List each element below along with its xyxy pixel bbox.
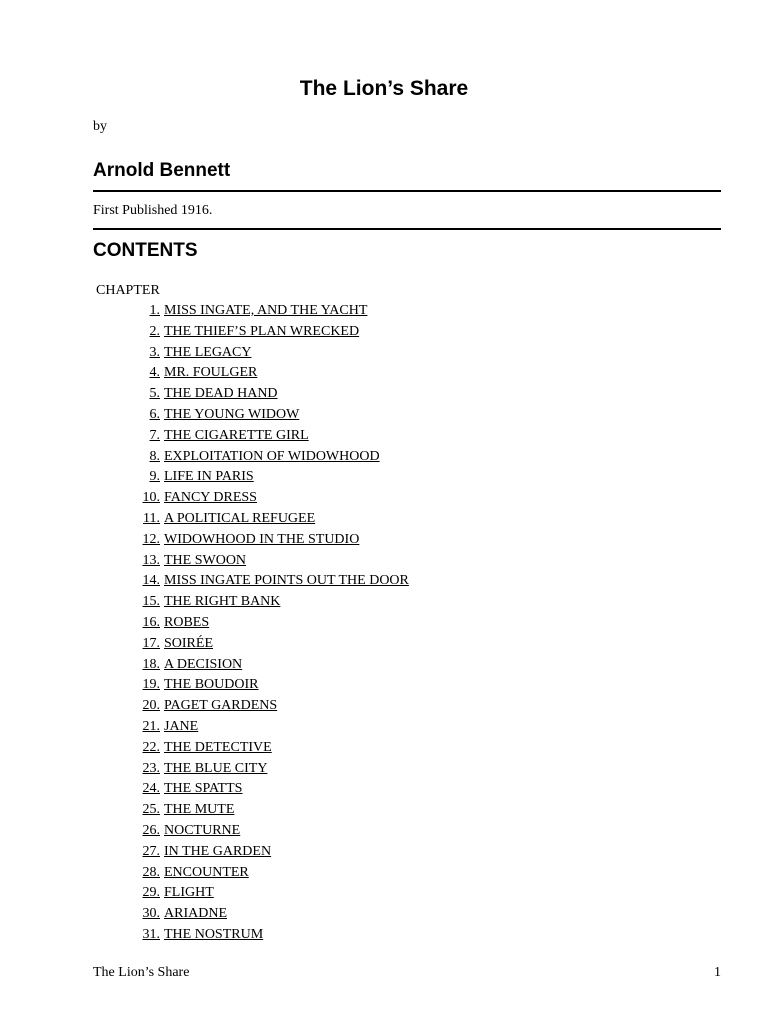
toc-chapter-title-link[interactable]: MR. FOULGER: [164, 365, 258, 381]
toc-chapter-number-link[interactable]: 24.: [142, 781, 160, 797]
toc-chapter-number-link[interactable]: 31.: [142, 926, 160, 942]
toc-entry: [96, 696, 409, 717]
toc-entry: [96, 675, 409, 696]
toc-entry: [96, 488, 409, 509]
toc-chapter-number-link[interactable]: 19.: [142, 677, 160, 693]
footer-running-title: The Lion’s Share: [93, 965, 190, 980]
toc-chapter-number-link[interactable]: 27.: [142, 843, 160, 859]
toc-chapter-title-link[interactable]: FLIGHT: [164, 885, 214, 901]
toc-chapter-number-link[interactable]: 16.: [142, 614, 160, 630]
document-title: The Lion’s Share: [299, 77, 469, 100]
toc-entry: [96, 759, 409, 780]
toc-chapter-number-link[interactable]: 28.: [142, 864, 160, 880]
toc-chapter-number-link[interactable]: 10.: [142, 490, 160, 506]
toc-chapter-title-link[interactable]: ENCOUNTER: [164, 864, 249, 880]
toc-chapter-title-link[interactable]: THE BLUE CITY: [164, 760, 268, 776]
toc-entry: [96, 530, 409, 551]
toc-entry: [96, 779, 409, 800]
toc-chapter-title-link[interactable]: JANE: [164, 718, 199, 734]
toc-entry: [96, 800, 409, 821]
toc-chapter-number-link[interactable]: 4.: [149, 365, 160, 381]
toc-entry: [96, 655, 409, 676]
toc-entry: [96, 551, 409, 572]
toc-entry: [96, 904, 409, 925]
toc-chapter-number-link[interactable]: 6.: [149, 406, 160, 422]
toc-chapter-title-link[interactable]: ARIADNE: [164, 906, 227, 922]
toc-chapter-number-link[interactable]: 22.: [142, 739, 160, 755]
toc-chapter-title-link[interactable]: THE DETECTIVE: [164, 739, 272, 755]
toc-chapter-title-link[interactable]: THE CIGARETTE GIRL: [164, 427, 309, 443]
toc-chapter-number-link[interactable]: 18.: [142, 656, 160, 672]
toc-chapter-title-link[interactable]: ROBES: [164, 614, 210, 630]
toc-entry: [96, 863, 409, 884]
toc-chapter-title-link[interactable]: EXPLOITATION OF WIDOWHOOD: [164, 448, 380, 464]
toc-chapter-title-link[interactable]: THE MUTE: [164, 802, 235, 818]
toc-chapter-title-link[interactable]: NOCTURNE: [164, 822, 241, 838]
toc-chapter-number-link[interactable]: 13.: [142, 552, 160, 568]
toc-chapter-number-link[interactable]: 8.: [149, 448, 160, 464]
toc-chapter-title-link[interactable]: FANCY DRESS: [164, 490, 257, 506]
toc-chapter-number-link[interactable]: 9.: [149, 469, 160, 485]
toc-entry: [96, 426, 409, 447]
toc-entry: [96, 571, 409, 592]
toc-chapter-title-link[interactable]: THE LEGACY: [164, 344, 252, 360]
toc-chapter-title-link[interactable]: THE DEAD HAND: [164, 386, 278, 402]
toc-chapter-title-link[interactable]: A DECISION: [164, 656, 243, 672]
toc-entry: [96, 384, 409, 405]
author-name: Arnold Bennett: [93, 160, 231, 181]
toc-chapter-number-link[interactable]: 29.: [142, 885, 160, 901]
toc-entry: [96, 738, 409, 759]
toc-chapter-title-link[interactable]: IN THE GARDEN: [164, 843, 272, 859]
toc-entry: [96, 634, 409, 655]
chapter-column-label: CHAPTER: [96, 283, 160, 298]
toc-entry: [96, 592, 409, 613]
toc-chapter-number-link[interactable]: 12.: [142, 531, 160, 547]
toc-entry: [96, 842, 409, 863]
toc-chapter-number-link[interactable]: 26.: [142, 822, 160, 838]
toc-chapter-number-link[interactable]: 2.: [149, 323, 160, 339]
toc-entry: [96, 883, 409, 904]
toc-entry: [96, 343, 409, 364]
toc-chapter-number-link[interactable]: 5.: [149, 386, 160, 402]
divider-top: [93, 190, 721, 192]
toc-chapter-title-link[interactable]: LIFE IN PARIS: [164, 469, 254, 485]
toc-chapter-title-link[interactable]: THE YOUNG WIDOW: [164, 406, 300, 422]
table-of-contents: [96, 301, 409, 946]
toc-entry: [96, 925, 409, 946]
toc-chapter-number-link[interactable]: 15.: [142, 594, 160, 610]
toc-chapter-title-link[interactable]: PAGET GARDENS: [164, 698, 278, 714]
toc-entry: [96, 322, 409, 343]
toc-chapter-title-link[interactable]: THE SPATTS: [164, 781, 243, 797]
toc-chapter-number-link[interactable]: 1.: [149, 303, 160, 318]
toc-entry: [96, 467, 409, 488]
toc-entry: [96, 405, 409, 426]
toc-chapter-title-link[interactable]: MISS INGATE, AND THE YACHT: [164, 303, 368, 318]
toc-chapter-title-link[interactable]: WIDOWHOOD IN THE STUDIO: [164, 531, 360, 547]
toc-entry: [96, 821, 409, 842]
toc-chapter-number-link[interactable]: 11.: [143, 510, 160, 526]
toc-chapter-number-link[interactable]: 21.: [142, 718, 160, 734]
toc-entry: [96, 363, 409, 384]
toc-chapter-number-link[interactable]: 23.: [142, 760, 160, 776]
toc-chapter-title-link[interactable]: THE RIGHT BANK: [164, 594, 281, 610]
toc-chapter-number-link[interactable]: 3.: [149, 344, 160, 360]
toc-chapter-title-link[interactable]: THE BOUDOIR: [164, 677, 259, 693]
toc-chapter-title-link[interactable]: THE NOSTRUM: [164, 926, 264, 942]
contents-heading: CONTENTS: [93, 240, 198, 261]
toc-entry: [96, 717, 409, 738]
toc-chapter-title-link[interactable]: THE SWOON: [164, 552, 247, 568]
toc-chapter-number-link[interactable]: 30.: [142, 906, 160, 922]
divider-bottom: [93, 228, 721, 230]
toc-chapter-number-link[interactable]: 25.: [142, 802, 160, 818]
toc-entry: [96, 509, 409, 530]
toc-chapter-number-link[interactable]: 20.: [142, 698, 160, 714]
footer-page-number: 1: [714, 965, 721, 980]
toc-entry: [96, 613, 409, 634]
publication-note: First Published 1916.: [93, 203, 213, 218]
toc-chapter-title-link[interactable]: THE THIEF’S PLAN WRECKED: [164, 323, 360, 339]
byline-label: by: [93, 119, 107, 134]
toc-chapter-number-link[interactable]: 14.: [142, 573, 160, 589]
toc-chapter-number-link[interactable]: 7.: [149, 427, 160, 443]
toc-chapter-title-link[interactable]: MISS INGATE POINTS OUT THE DOOR: [164, 573, 409, 589]
toc-entry: [96, 301, 409, 322]
toc-chapter-title-link[interactable]: SOIRÉE: [164, 635, 213, 651]
toc-chapter-title-link[interactable]: A POLITICAL REFUGEE: [164, 510, 316, 526]
toc-entry: [96, 447, 409, 468]
toc-chapter-number-link[interactable]: 17.: [142, 635, 160, 651]
